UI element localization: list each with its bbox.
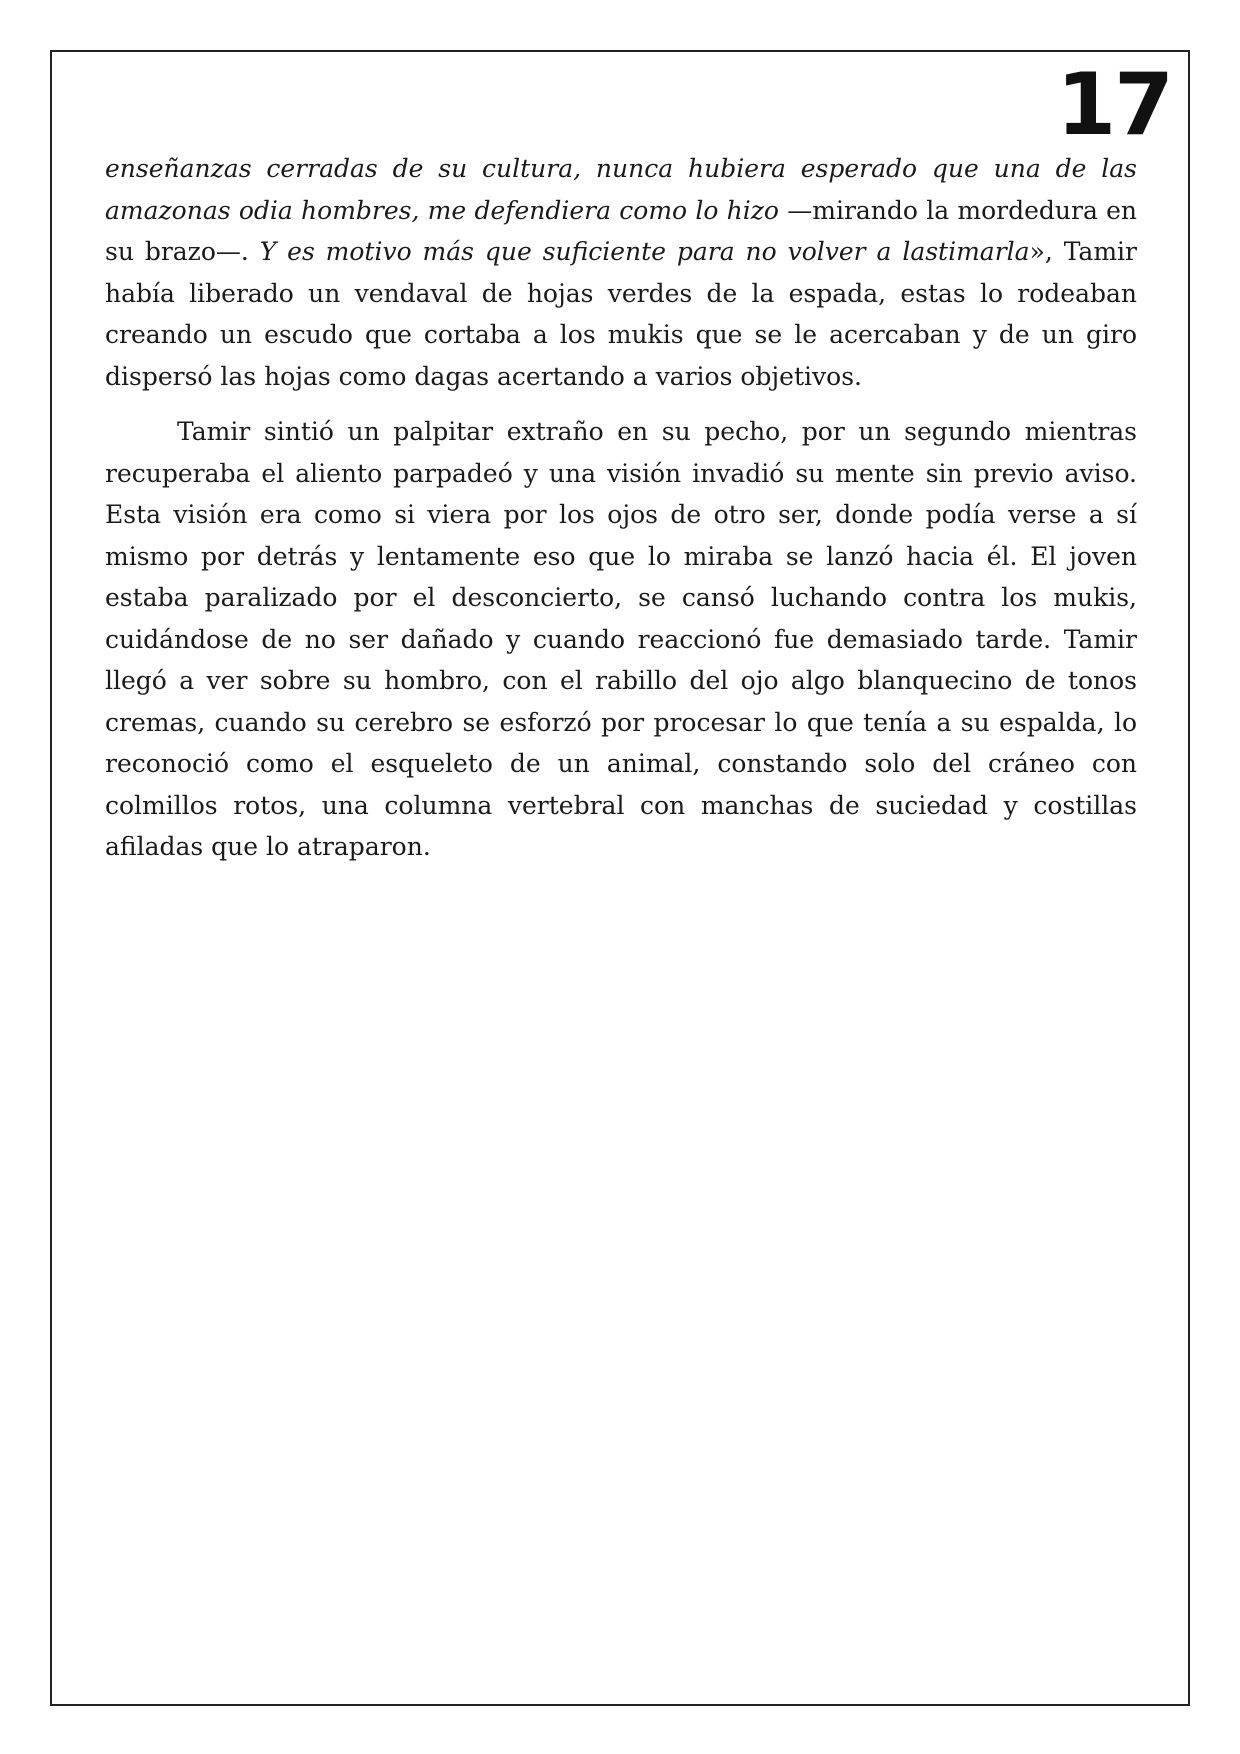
page-number: 17 [1056, 55, 1172, 155]
page-frame [50, 50, 1190, 1706]
text-segment: Tamir sintió un palpitar extraño en su pecho, por un segundo mientras recuperaba el aliento parpadeó y una visión invadió su mente sin previo aviso. Esta visión era como si viera por los ojos de otro ser, donde podía verse a sí mismo por detrás y lentamente eso que lo miraba se lanzó hacia él. El joven estaba paralizado por el desconcierto, se cansó luchando contra los mukis, cuidándose de no ser dañado y cuando reaccionó fue demasiado tarde. Tamir llegó a ver sobre su hombro, con el rabillo del ojo algo blanquecino de tonos cremas, cuando su cerebro se esforzó por procesar lo que tenía a su espalda, lo reconoció como el esqueleto de un animal, constando solo del cráneo con colmillos rotos, una columna vertebral con manchas de suciedad y costillas afiladas que lo atraparon. [105, 417, 1137, 861]
text-segment: », Tamir había liberado un vendaval de hojas verdes de la espada, estas lo rodeaban creando un escudo que cortaba a los mukis que se le acercaban y de un giro dispersó las hojas como dagas acertando a varios objetivos. [105, 237, 1137, 391]
text-body [105, 148, 1137, 882]
text-segment: —mirando la mordedura en su brazo—. [105, 195, 1137, 266]
paragraph-2 [105, 411, 1137, 868]
paragraph-1 [105, 148, 1137, 397]
italic-segment: Y es motivo más que suficiente para no volver a lastimarla [259, 237, 1030, 266]
italic-segment: enseñanzas cerradas de su cultura, nunca hubiera esperado que una de las amazonas odia hombres, me defendiera como lo hizo [105, 154, 1137, 225]
